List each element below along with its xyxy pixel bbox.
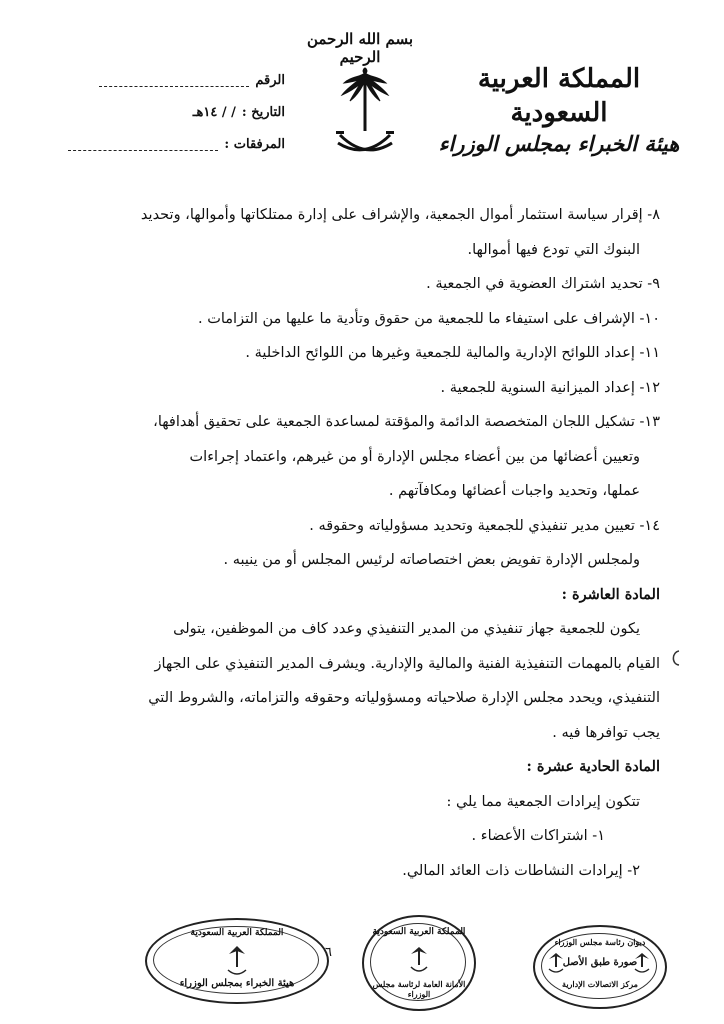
article-10-paragraph: يكون للجمعية جهاز تنفيذي من المدير التنفيذي وعدد كاف من الموظفين، يتولى (173, 621, 640, 637)
attachments-row (55, 128, 285, 160)
article-10-paragraph: القيام بالمهمات التنفيذية الفنية والمالية والإدارية. ويشرف المدير التنفيذي على الجهاز (154, 655, 660, 672)
date-label: التاريخ : (241, 104, 285, 120)
margin-bracket-mark (668, 648, 682, 668)
reference-label: الرقم (255, 72, 285, 88)
list-item-11: ١١- إعداد اللوائح الإدارية والمالية للجمعية وغيرها من اللوائح الداخلية . (245, 345, 660, 361)
article-11-intro: تتكون إيرادات الجمعية مما يلي : (446, 793, 640, 810)
date-row (55, 96, 285, 128)
basmala-calligraphy: بسم الله الرحمن الرحيم (306, 30, 414, 66)
official-stamp-middle (362, 915, 476, 1011)
attachments-label: المرفقات : (224, 136, 285, 152)
organization-heading (434, 62, 684, 158)
list-item-12: ١٢- إعداد الميزانية السنوية للجمعية . (440, 379, 660, 396)
revenue-item-1: ١- اشتراكات الأعضاء . (471, 828, 605, 844)
stamp-emblem-icon (547, 951, 565, 975)
article-10-paragraph: يجب توافرها فيه . (552, 724, 660, 741)
attachments-line (68, 138, 218, 151)
reference-block (55, 64, 285, 160)
stamp-middle-top-text: المملكة العربية السعودية (372, 927, 466, 937)
list-item-13-continuation: عملها، وتحديد واجبات أعضائها ومكافآتهم . (388, 483, 640, 499)
stamp-emblem-icon (225, 944, 249, 978)
stamp-middle-bottom-text: الأمانة العامة لرئاسة مجلس الوزراء (372, 979, 466, 999)
stamp-left-top-text: المملكة العربية السعودية (190, 928, 284, 938)
revenue-item-2: ٢- إيرادات النشاطات ذات العائد المالي. (402, 862, 640, 879)
list-item-14: ١٤- تعيين مدير تنفيذي للجمعية وتحديد مسؤولياته وحقوقه . (309, 517, 660, 534)
list-item-8: ٨- إقرار سياسة استثمار أموال الجمعية، والإشراف على إدارة ممتلكاتها وأموالها، وتحديد (140, 207, 660, 223)
stamp-emblem-icon (408, 945, 430, 975)
stamp-emblem-icon (633, 951, 651, 975)
certified-copy-stamp (533, 925, 667, 1009)
list-item-13-continuation: وتعيين أعضائها من بين أعضاء مجلس الإدارة أو من غيرهم، واعتماد إجراءات (189, 448, 640, 465)
date-placeholder: / / ١٤هـ (192, 104, 236, 120)
list-item-8-continuation: البنوك التي تودع فيها أموالها. (467, 241, 640, 258)
document-body (60, 198, 660, 888)
article-10-heading: المادة العاشرة : (561, 585, 660, 603)
official-stamp-left (145, 918, 329, 1004)
list-item-13: ١٣- تشكيل اللجان المتخصصة الدائمة والمؤقتة لمساعدة الجمعية على تحقيق أهدافها، (153, 414, 660, 430)
article-10-paragraph: التنفيذي، ويحدد مجلس الإدارة صلاحياته ومسؤولياته وحقوقه والتزاماته، والشروط التي (148, 690, 660, 706)
list-item-10: ١٠- الإشراف على استيفاء ما للجمعية من حقوق وتأدية ما عليها من التزامات . (197, 310, 660, 327)
reference-row (55, 64, 285, 96)
agency-name: هيئة الخبراء بمجلس الوزراء (438, 131, 680, 156)
article-11-heading: المادة الحادية عشرة : (526, 758, 660, 775)
page-number: ٦ (325, 945, 332, 960)
stamp-right-bottom-text: مركز الاتصالات الإدارية (562, 979, 638, 989)
saudi-emblem-icon (330, 65, 400, 165)
list-item-9: ٩- تحديد اشتراك العضوية في الجمعية . (426, 276, 660, 292)
stamp-left-bottom-text: هيئة الخبراء بمجلس الوزراء (179, 978, 295, 989)
country-name: المملكة العربية السعودية (477, 64, 641, 128)
delegation-paragraph: ولمجلس الإدارة تفويض بعض اختصاصاته لرئيس المجلس أو من ينيبه . (223, 552, 640, 568)
reference-line (99, 74, 249, 87)
stamp-right-middle-text: صورة طبق الأصل (562, 957, 638, 968)
stamp-right-top-text: ديوان رئاسة مجلس الوزراء (554, 937, 646, 947)
